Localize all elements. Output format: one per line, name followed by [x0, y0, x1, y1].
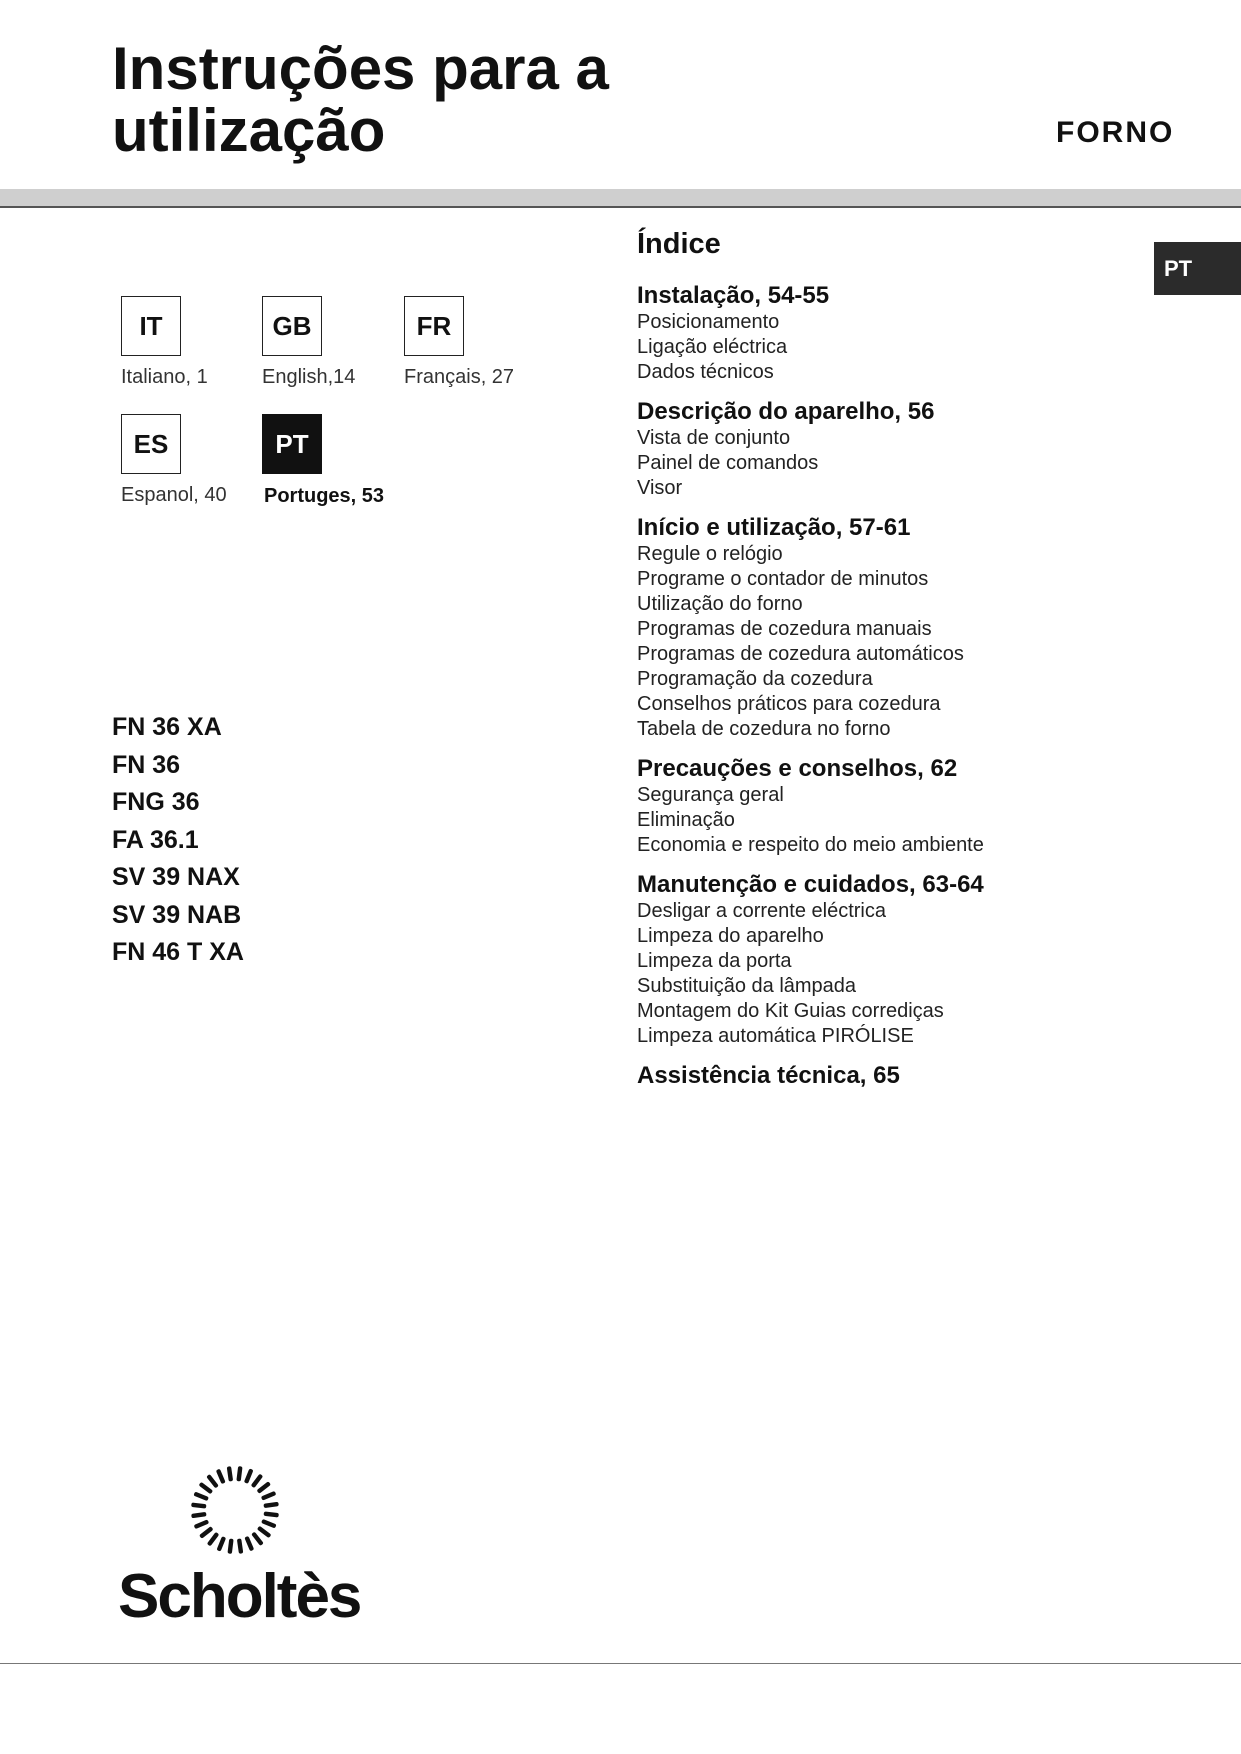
sun-ray: [244, 1536, 254, 1552]
sun-ray: [264, 1511, 279, 1517]
language-box-pt[interactable]: PT: [262, 414, 322, 474]
toc-title: Índice: [637, 228, 721, 260]
header-divider: [0, 206, 1241, 208]
toc-item[interactable]: Posicionamento: [637, 311, 780, 333]
sun-ray: [191, 1512, 206, 1518]
language-label-fr[interactable]: Français, 27: [404, 366, 515, 388]
toc-item[interactable]: Painel de comandos: [637, 452, 819, 474]
toc-section-description: [637, 398, 1117, 501]
toc-heading[interactable]: Assistência técnica, 65: [637, 1062, 900, 1089]
brand-logo: [118, 1455, 361, 1631]
language-box-fr[interactable]: FR: [404, 296, 464, 356]
sun-ray: [199, 1526, 214, 1539]
language-label-it[interactable]: Italiano, 1: [121, 366, 208, 388]
toc-heading[interactable]: Início e utilização, 57-61: [637, 514, 911, 541]
toc-item[interactable]: Programas de cozedura manuais: [637, 618, 932, 640]
header-band: [0, 189, 1241, 206]
toc-item[interactable]: Ligação eléctrica: [637, 336, 788, 358]
toc-section-assistance: [637, 1062, 1117, 1090]
toc-item[interactable]: Dados técnicos: [637, 361, 774, 383]
toc-heading[interactable]: Manutenção e cuidados, 63-64: [637, 871, 984, 898]
sun-ray: [257, 1526, 272, 1539]
language-box-it[interactable]: IT: [121, 296, 181, 356]
toc-item[interactable]: Limpeza do aparelho: [637, 925, 824, 947]
model-list: [112, 712, 244, 975]
sun-burst-icon: [180, 1455, 290, 1565]
toc-item[interactable]: Substituição da lâmpada: [637, 975, 857, 997]
model-item: FNG 36: [112, 788, 200, 816]
toc-heading[interactable]: Instalação, 54-55: [637, 282, 830, 309]
toc-item[interactable]: Utilização do forno: [637, 593, 803, 615]
footer-divider: [0, 1663, 1241, 1664]
sun-ray: [256, 1481, 271, 1494]
sun-ray: [251, 1531, 264, 1546]
toc-heading[interactable]: Precauções e conselhos, 62: [637, 755, 958, 782]
toc-item[interactable]: Conselhos práticos para cozedura: [637, 693, 941, 715]
toc-section-precautions: [637, 755, 1117, 858]
language-label-pt[interactable]: Portuges, 53: [264, 485, 385, 507]
language-label-es[interactable]: Espanol, 40: [121, 484, 227, 506]
sun-ray: [216, 1469, 226, 1485]
sun-ray: [206, 1474, 219, 1489]
sun-ray: [237, 1538, 243, 1553]
language-label-gb[interactable]: English,14: [262, 366, 356, 388]
sun-ray: [191, 1502, 206, 1508]
language-box-es[interactable]: ES: [121, 414, 181, 474]
sun-ray: [236, 1466, 242, 1481]
sun-ray: [194, 1519, 210, 1529]
product-type: FORNO: [1056, 116, 1175, 149]
toc-item[interactable]: Tabela de cozedura no forno: [637, 718, 891, 740]
sun-ray: [263, 1502, 278, 1508]
toc-item[interactable]: Desligar a corrente eléctrica: [637, 900, 886, 922]
sun-ray: [199, 1482, 214, 1495]
model-item: SV 39 NAB: [112, 900, 242, 929]
document-title: [112, 35, 609, 164]
toc-item[interactable]: Segurança geral: [637, 784, 784, 806]
toc-item[interactable]: Eliminação: [637, 809, 735, 831]
current-language-tab: PT: [1154, 242, 1241, 295]
toc-item[interactable]: Programe o contador de minutos: [637, 568, 929, 590]
sun-ray: [227, 1466, 233, 1481]
sun-ray: [227, 1539, 233, 1554]
toc-item[interactable]: Limpeza automática PIRÓLISE: [637, 1025, 914, 1047]
sun-ray: [261, 1491, 277, 1501]
sun-ray: [261, 1519, 277, 1529]
model-item: FA 36.1: [112, 825, 199, 854]
toc-item[interactable]: Programação da cozedura: [637, 668, 873, 690]
sun-ray: [251, 1474, 264, 1489]
model-item: FN 46 T XA: [112, 938, 244, 966]
toc-item[interactable]: Limpeza da porta: [637, 950, 792, 972]
sun-ray: [244, 1468, 254, 1484]
sun-ray: [207, 1532, 220, 1547]
toc-section-maintenance: [637, 871, 1117, 1049]
toc-item[interactable]: Montagem do Kit Guias corrediças: [637, 1000, 944, 1022]
title-line-1: Instruções para a: [112, 35, 609, 102]
toc-section-start-and-use: [637, 514, 1117, 742]
brand-wordmark: Scholtès: [118, 1562, 361, 1631]
model-item: SV 39 NAX: [112, 863, 240, 891]
model-item: FN 36: [112, 750, 181, 779]
toc-item[interactable]: Regule o relógio: [637, 543, 783, 565]
toc-item[interactable]: Visor: [637, 477, 683, 499]
toc-item[interactable]: Programas de cozedura automáticos: [637, 643, 964, 665]
title-line-2: utilização: [112, 97, 386, 164]
table-of-contents: [637, 228, 1117, 1103]
toc-item[interactable]: Vista de conjunto: [637, 427, 791, 449]
toc-heading[interactable]: Descrição do aparelho, 56: [637, 398, 935, 425]
sun-ray: [216, 1536, 226, 1552]
toc-section-installation: [637, 282, 1117, 385]
toc-item[interactable]: Economia e respeito do meio ambiente: [637, 834, 984, 856]
model-item: FN 36 XA: [112, 713, 222, 741]
language-box-gb[interactable]: GB: [262, 296, 322, 356]
sun-ray: [193, 1491, 209, 1501]
